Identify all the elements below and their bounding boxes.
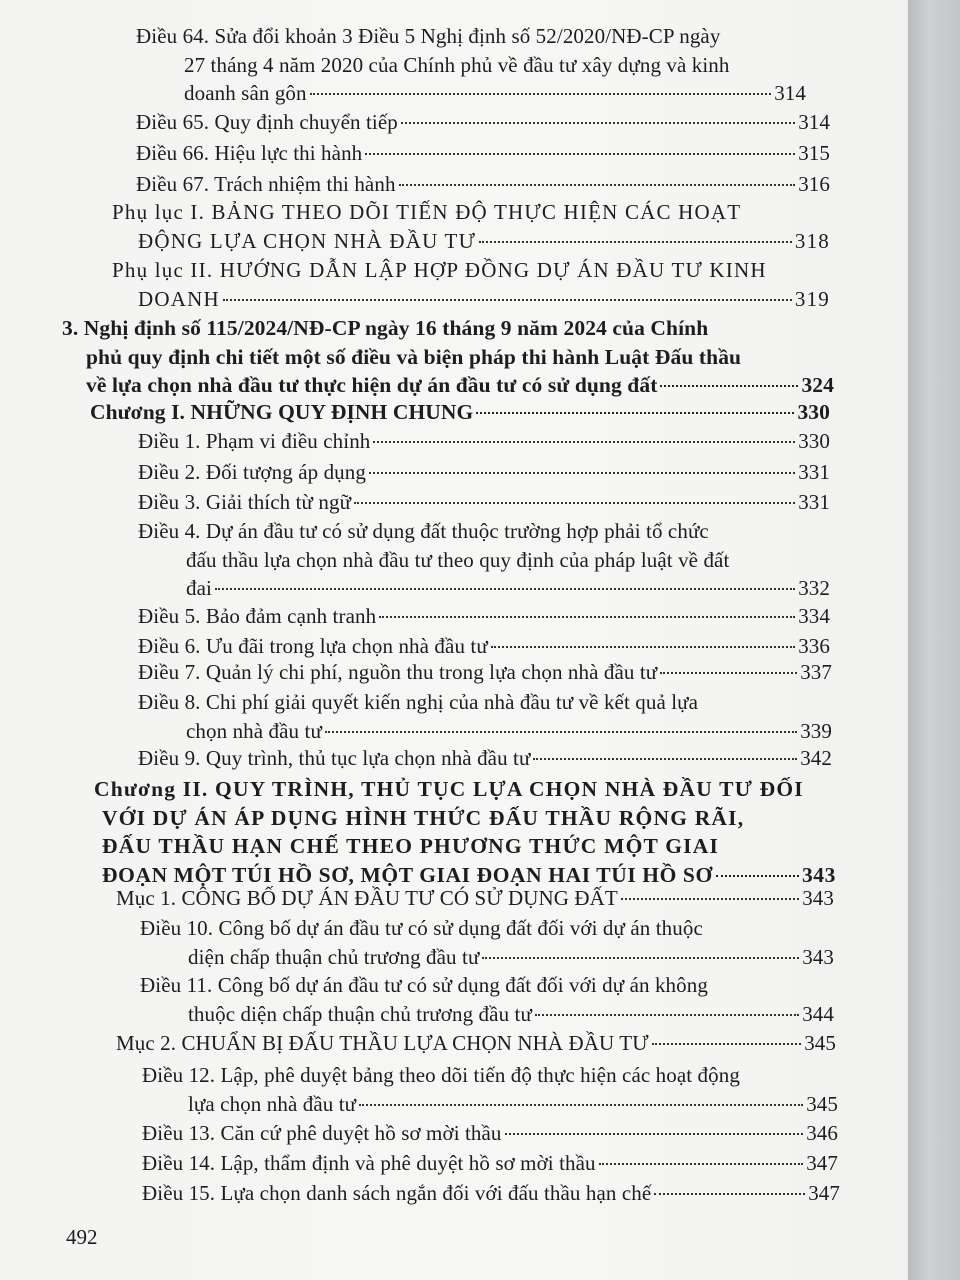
toc-page-number: 331 [798, 460, 830, 484]
toc-entry-title: Mục 2. CHUẨN BỊ ĐẤU THẦU LỰA CHỌN NHÀ ĐẦU TƯ [116, 1031, 649, 1055]
toc-entry-title: Điều 14. Lập, thẩm định và phê duyệt hồ sơ mời thầu [142, 1151, 596, 1175]
toc-page-number: 330 [797, 400, 830, 424]
toc-entry-title: Chương I. NHỮNG QUY ĐỊNH CHUNG [90, 400, 474, 424]
dot-leader [401, 122, 795, 124]
toc-entry [94, 775, 836, 889]
toc-page-number: 347 [808, 1181, 840, 1205]
toc-entry [138, 517, 830, 603]
toc-page-number: 315 [798, 141, 830, 165]
toc-entry [112, 256, 830, 313]
toc-entry-line: Điều 12. Lập, phê duyệt bảng theo dõi tiến độ thực hiện các hoạt động [142, 1063, 740, 1087]
toc-page-number: 339 [800, 718, 832, 743]
dot-leader [215, 588, 795, 590]
toc-entry-line: về lựa chọn nhà đầu tư thực hiện dự án đầu tư có sử dụng đất [86, 373, 658, 397]
dot-leader [660, 672, 797, 674]
toc-page-number: 343 [801, 862, 836, 887]
toc-entry-line: đấu thầu lựa chọn nhà đầu tư theo quy định của pháp luật về đất [186, 547, 730, 572]
dot-leader [533, 758, 797, 760]
toc-entry [112, 198, 830, 255]
toc-entry-line: đai [186, 576, 212, 600]
toc-entry [138, 688, 832, 745]
dot-leader [223, 299, 792, 301]
toc-entry [136, 170, 830, 199]
toc-entry [142, 1061, 838, 1118]
toc-page-number: 318 [794, 228, 830, 253]
toc-entry [136, 22, 806, 108]
dot-leader [399, 184, 796, 186]
toc-entry-line: phủ quy định chi tiết một số điều và biện pháp thi hành Luật Đấu thầu [86, 344, 742, 369]
dot-leader [359, 1104, 803, 1106]
toc-page-number: 346 [806, 1121, 838, 1145]
dot-leader [482, 957, 799, 959]
dot-leader [354, 502, 795, 504]
dot-leader [379, 616, 795, 618]
dot-leader [476, 412, 794, 414]
dot-leader [652, 1043, 802, 1045]
toc-entry [138, 427, 830, 456]
dot-leader [535, 1014, 799, 1016]
toc-page-number: 314 [774, 81, 806, 105]
dot-leader [660, 385, 798, 387]
toc-entry [140, 971, 834, 1028]
toc-entry [142, 1149, 838, 1178]
toc-entry-line: ĐỘNG LỰA CHỌN NHÀ ĐẦU TƯ [138, 228, 477, 253]
toc-entry [90, 398, 830, 427]
toc-entry-title: Điều 2. Đối tượng áp dụng [138, 460, 366, 484]
toc-entry-title: Điều 67. Trách nhiệm thi hành [136, 172, 396, 196]
toc-entry [138, 488, 830, 517]
toc-entry [136, 139, 830, 168]
toc-entry-line: 27 tháng 4 năm 2020 của Chính phủ về đầu tư xây dựng và kinh [184, 52, 730, 77]
toc-entry-line: ĐẤU THẦU HẠN CHẾ THEO PHƯƠNG THỨC MỘT GIAI [102, 834, 720, 858]
toc-page-number: 347 [806, 1151, 838, 1175]
toc-page-number: 314 [798, 110, 830, 134]
toc-entry-title: Điều 9. Quy trình, thủ tục lựa chọn nhà đầu tư [138, 746, 531, 770]
toc-entry-line: chọn nhà đầu tư [186, 718, 322, 743]
toc-page-number: 345 [806, 1091, 838, 1116]
toc-page-number: 319 [794, 286, 830, 311]
dot-leader [716, 875, 799, 877]
toc-entry-title: Điều 3. Giải thích từ ngữ [138, 490, 352, 514]
toc-entry-line: VỚI DỰ ÁN ÁP DỤNG HÌNH THỨC ĐẤU THẦU RỘNG RÃI, [102, 805, 745, 830]
toc-entry [116, 1029, 836, 1058]
dot-leader [621, 898, 799, 900]
toc-page-number: 332 [798, 576, 830, 600]
dot-leader [505, 1133, 804, 1135]
toc-entry [136, 108, 830, 137]
toc-page-number: 343 [802, 886, 834, 910]
toc-entry [138, 602, 830, 631]
toc-entry [142, 1119, 838, 1148]
toc-entry-title: Điều 5. Bảo đảm cạnh tranh [138, 604, 377, 628]
toc-entry-line: lựa chọn nhà đầu tư [188, 1091, 357, 1116]
toc-entry [140, 914, 834, 971]
toc-entry-line: Điều 64. Sửa đổi khoản 3 Điều 5 Nghị định số 52/2020/NĐ-CP ngày [136, 24, 721, 48]
toc-page-number: 316 [798, 172, 830, 196]
next-page-edge [908, 0, 960, 1280]
dot-leader [654, 1193, 805, 1195]
toc-page-number: 342 [800, 746, 832, 770]
dot-leader [599, 1163, 804, 1165]
dot-leader [373, 441, 795, 443]
dot-leader [369, 472, 795, 474]
toc-entry-line: Điều 4. Dự án đầu tư có sử dụng đất thuộc trường hợp phải tổ chức [138, 519, 709, 543]
toc-entry-title: Điều 65. Quy định chuyển tiếp [136, 110, 398, 134]
toc-entry-line: Phụ lục I. BẢNG THEO DÕI TIẾN ĐỘ THỰC HIỆN CÁC HOẠT [112, 200, 742, 224]
toc-page-number: 330 [798, 429, 830, 453]
toc-entry [138, 632, 830, 661]
toc-entry-line: 3. Nghị định số 115/2024/NĐ-CP ngày 16 tháng 9 năm 2024 của Chính [62, 316, 709, 340]
toc-entry-line: doanh sân gôn [184, 81, 307, 105]
toc-entry-line: Điều 11. Công bố dự án đầu tư có sử dụng đất đối với dự án không [140, 973, 708, 997]
toc-page-number: 343 [802, 944, 834, 969]
toc-entry-line: diện chấp thuận chủ trương đầu tư [188, 944, 480, 969]
toc-entry [138, 744, 832, 773]
dot-leader [365, 153, 795, 155]
toc-page-number: 336 [798, 634, 830, 658]
toc-page-number: 334 [798, 604, 830, 628]
toc-entry [142, 1179, 840, 1208]
toc-entry-line: ĐOẠN MỘT TÚI HỒ SƠ, MỘT GIAI ĐOẠN HAI TÚI HỒ SƠ [102, 862, 713, 887]
toc-page-number: 345 [804, 1031, 836, 1055]
toc-entry [116, 884, 834, 913]
page-number: 492 [66, 1225, 98, 1249]
toc-entry [62, 314, 834, 400]
dot-leader [491, 646, 795, 648]
dot-leader [479, 241, 792, 243]
dot-leader [310, 93, 772, 95]
toc-entry-title: Điều 6. Ưu đãi trong lựa chọn nhà đầu tư [138, 634, 488, 658]
toc-entry-line: thuộc diện chấp thuận chủ trương đầu tư [188, 1001, 532, 1026]
toc-entry-title: Điều 7. Quản lý chi phí, nguồn thu trong lựa chọn nhà đầu tư [138, 660, 658, 684]
toc-entry-line: Chương II. QUY TRÌNH, THỦ TỤC LỰA CHỌN NHÀ ĐẦU TƯ ĐỐI [94, 777, 804, 801]
toc-page-number: 331 [798, 490, 830, 514]
toc-entry-line: DOANH [138, 286, 220, 311]
toc-entry-title: Điều 15. Lựa chọn danh sách ngắn đối với đấu thầu hạn chế [142, 1181, 652, 1205]
toc-entry-title: Mục 1. CÔNG BỐ DỰ ÁN ĐẦU TƯ CÓ SỬ DỤNG ĐẤT [116, 886, 618, 910]
toc-entry [138, 658, 832, 687]
toc-entry-line: Phụ lục II. HƯỚNG DẪN LẬP HỢP ĐỒNG DỰ ÁN ĐẦU TƯ KINH [112, 258, 767, 282]
toc-page-number: 337 [800, 660, 832, 684]
toc-entry [138, 458, 830, 487]
dot-leader [325, 731, 797, 733]
toc-page-number: 324 [801, 373, 834, 397]
toc-page-number: 344 [802, 1001, 834, 1026]
toc-entry-line: Điều 10. Công bố dự án đầu tư có sử dụng đất đối với dự án thuộc [140, 916, 703, 940]
toc-entry-title: Điều 1. Phạm vi điều chỉnh [138, 429, 371, 453]
toc-entry-title: Điều 13. Căn cứ phê duyệt hồ sơ mời thầu [142, 1121, 502, 1145]
toc-entry-title: Điều 66. Hiệu lực thi hành [136, 141, 363, 165]
toc-entry-line: Điều 8. Chi phí giải quyết kiến nghị của nhà đầu tư về kết quả lựa [138, 690, 699, 714]
